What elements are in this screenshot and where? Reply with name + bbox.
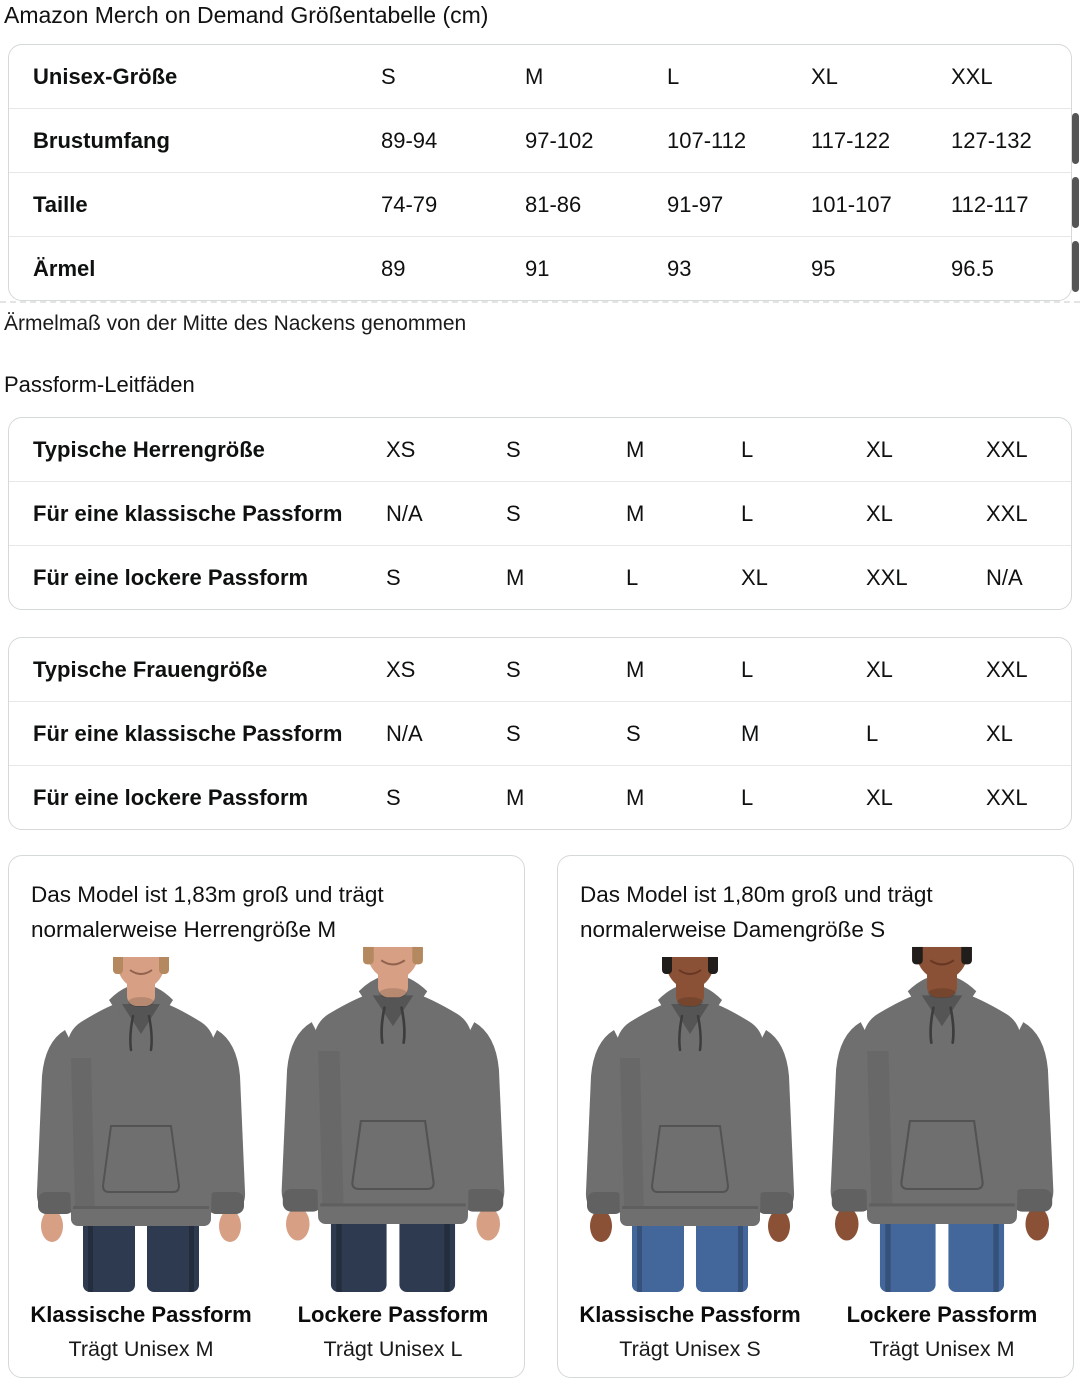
row-label: Ärmel bbox=[33, 255, 96, 281]
size-cell: 93 bbox=[667, 255, 692, 281]
hoodie-figure bbox=[269, 947, 517, 1293]
table-row bbox=[9, 765, 1071, 829]
size-cell: L bbox=[741, 500, 754, 526]
row-label: Für eine lockere Passform bbox=[33, 564, 309, 590]
size-cell: M bbox=[741, 720, 760, 746]
size-cell: M bbox=[626, 500, 645, 526]
table-row bbox=[9, 481, 1071, 545]
hoodie-figure bbox=[818, 947, 1066, 1293]
row-label: Brustumfang bbox=[33, 127, 170, 153]
size-cell: L bbox=[667, 63, 680, 89]
size-cell: S bbox=[386, 784, 401, 810]
size-cell: XXL bbox=[986, 656, 1028, 682]
size-cell: XL bbox=[866, 784, 893, 810]
size-cell: XS bbox=[386, 436, 416, 462]
size-cell: 95 bbox=[811, 255, 836, 281]
model-description bbox=[31, 877, 508, 947]
size-cell: XL bbox=[986, 720, 1013, 746]
size-cell: 91-97 bbox=[667, 191, 724, 217]
size-caption: Trägt Unisex L bbox=[323, 1337, 463, 1361]
size-cell: N/A bbox=[386, 720, 423, 746]
size-cell: S bbox=[506, 436, 521, 462]
size-cell: XXL bbox=[866, 564, 908, 590]
model-description-line1: Das Model ist 1,83m groß und trägt bbox=[31, 882, 384, 907]
size-cell: 91 bbox=[525, 255, 550, 281]
hoodie-figure bbox=[574, 957, 806, 1293]
size-cell: 107-112 bbox=[667, 127, 747, 153]
size-cell: XXL bbox=[986, 436, 1028, 462]
mens-fit-table bbox=[8, 417, 1072, 610]
scrollbar-thumb[interactable] bbox=[1072, 177, 1079, 228]
size-caption: Trägt Unisex S bbox=[619, 1337, 761, 1361]
size-cell: 112-117 bbox=[951, 191, 1029, 217]
size-cell: XL bbox=[741, 564, 768, 590]
size-cell: L bbox=[741, 784, 754, 810]
row-label: Unisex-Größe bbox=[33, 63, 178, 89]
model-photo-classic bbox=[574, 957, 806, 1293]
size-cell: L bbox=[626, 564, 639, 590]
model-description-line2: normalerweise Herrengröße M bbox=[31, 917, 337, 942]
size-cell: 74-79 bbox=[381, 191, 438, 217]
size-cell: S bbox=[506, 500, 521, 526]
size-cell: XL bbox=[866, 436, 893, 462]
size-cell: XL bbox=[811, 63, 838, 89]
size-cell: M bbox=[626, 656, 645, 682]
size-cell: 89 bbox=[381, 255, 406, 281]
table-row bbox=[9, 108, 1071, 172]
size-table bbox=[8, 44, 1072, 301]
table-row bbox=[9, 172, 1071, 236]
size-cell: M bbox=[525, 63, 544, 89]
size-cell: XL bbox=[866, 500, 893, 526]
size-cell: 81-86 bbox=[525, 191, 582, 217]
table-row bbox=[9, 418, 1071, 481]
model-description-line1: Das Model ist 1,80m groß und trägt bbox=[580, 882, 933, 907]
size-cell: 96.5 bbox=[951, 255, 994, 281]
row-label: Für eine klassische Passform bbox=[33, 500, 343, 526]
size-cell: XXL bbox=[986, 500, 1028, 526]
size-cell: N/A bbox=[986, 564, 1023, 590]
size-cell: L bbox=[866, 720, 879, 746]
model-photo-classic bbox=[25, 957, 257, 1293]
size-cell: S bbox=[506, 656, 521, 682]
model-card-women bbox=[557, 855, 1074, 1378]
size-caption: Trägt Unisex M bbox=[68, 1337, 214, 1361]
size-cell: N/A bbox=[386, 500, 423, 526]
fit-caption: Klassische Passform bbox=[30, 1302, 252, 1327]
model-photo-loose bbox=[277, 957, 509, 1293]
size-cell: S bbox=[381, 63, 396, 89]
size-cell: 117-122 bbox=[811, 127, 891, 153]
size-cell: M bbox=[626, 784, 645, 810]
size-caption: Trägt Unisex M bbox=[869, 1337, 1015, 1361]
table-row bbox=[9, 701, 1071, 765]
size-cell: XS bbox=[386, 656, 416, 682]
size-cell: L bbox=[741, 436, 754, 462]
size-cell: 97-102 bbox=[525, 127, 594, 153]
table-row bbox=[9, 236, 1071, 300]
model-card-men bbox=[8, 855, 525, 1378]
size-cell: M bbox=[626, 436, 645, 462]
model-description-line2: normalerweise Damengröße S bbox=[580, 917, 886, 942]
scrollbar-thumb[interactable] bbox=[1072, 113, 1079, 164]
size-cell: 89-94 bbox=[381, 127, 438, 153]
size-cell: 127-132 bbox=[951, 127, 1032, 153]
size-cell: XXL bbox=[951, 63, 993, 89]
fit-caption: Klassische Passform bbox=[579, 1302, 801, 1327]
size-cell: XL bbox=[866, 656, 893, 682]
model-photo-loose bbox=[826, 957, 1058, 1293]
row-label: Taille bbox=[33, 191, 88, 217]
size-cell: XXL bbox=[986, 784, 1028, 810]
model-description bbox=[580, 877, 1057, 947]
size-cell: L bbox=[741, 656, 754, 682]
size-cell: M bbox=[506, 564, 525, 590]
scrollbar-thumb[interactable] bbox=[1072, 241, 1079, 292]
size-cell: S bbox=[506, 720, 521, 746]
row-label: Typische Frauengröße bbox=[33, 656, 268, 682]
table-row bbox=[9, 45, 1071, 108]
table-row bbox=[9, 545, 1071, 609]
row-label: Für eine klassische Passform bbox=[33, 720, 343, 746]
sleeve-note: Ärmelmaß von der Mitte des Nackens genommen bbox=[4, 312, 467, 335]
fit-caption: Lockere Passform bbox=[846, 1302, 1038, 1327]
row-label: Typische Herrengröße bbox=[33, 436, 265, 462]
size-cell: M bbox=[506, 784, 525, 810]
page-title: Amazon Merch on Demand Größentabelle (cm) bbox=[4, 2, 489, 28]
size-cell: 101-107 bbox=[811, 191, 892, 217]
fit-guides-heading: Passform-Leitfäden bbox=[4, 372, 195, 397]
table-row bbox=[9, 638, 1071, 701]
womens-fit-table bbox=[8, 637, 1072, 830]
hoodie-figure bbox=[25, 957, 257, 1293]
stitch-divider bbox=[0, 301, 1080, 303]
size-cell: S bbox=[386, 564, 401, 590]
fit-caption: Lockere Passform bbox=[297, 1302, 489, 1327]
row-label: Für eine lockere Passform bbox=[33, 784, 309, 810]
size-cell: S bbox=[626, 720, 641, 746]
